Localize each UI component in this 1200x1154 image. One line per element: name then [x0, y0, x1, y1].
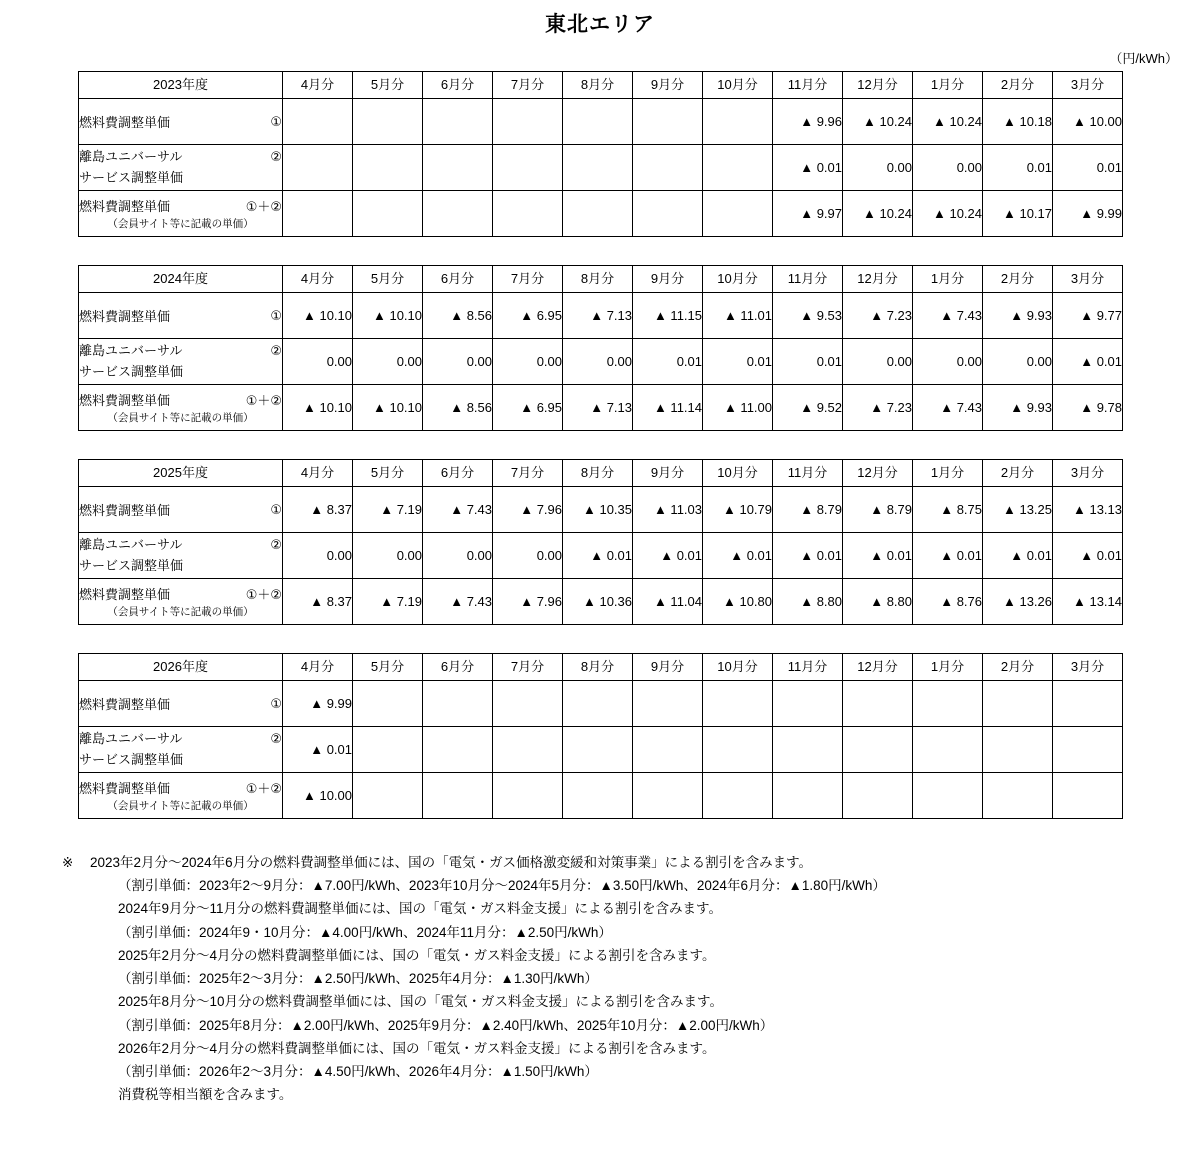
rate-value-cell: ▲ 0.01: [1053, 339, 1123, 385]
rate-value-cell: ▲ 8.56: [423, 385, 493, 431]
rate-value-cell: ▲ 11.14: [633, 385, 703, 431]
rate-value-cell: [703, 727, 773, 773]
footnote-marker: [62, 897, 90, 920]
rate-value-cell: 0.01: [1053, 145, 1123, 191]
rate-value-cell: 0.01: [703, 339, 773, 385]
row-label-text: 燃料費調整単価: [79, 393, 171, 408]
row-label-text-line2: サービス調整単価: [79, 363, 184, 379]
month-header: 10月分: [703, 654, 773, 681]
month-header: 5月分: [353, 266, 423, 293]
row-label-text: 燃料費調整単価: [79, 115, 171, 130]
rate-value-cell: [493, 145, 563, 191]
rate-value-cell: ▲ 10.00: [1053, 99, 1123, 145]
rate-value-cell: 0.01: [633, 339, 703, 385]
rate-value-cell: [913, 727, 983, 773]
rate-value-cell: [563, 145, 633, 191]
footnote-row: [62, 967, 1160, 990]
rate-value-cell: ▲ 13.26: [983, 579, 1053, 625]
row-label-text-line2: サービス調整単価: [79, 557, 184, 573]
row-label-mark: ②: [270, 537, 282, 553]
month-header: 7月分: [493, 460, 563, 487]
rate-value-cell: 0.00: [493, 533, 563, 579]
rate-value-cell: [423, 145, 493, 191]
rate-value-cell: [1053, 681, 1123, 727]
rate-value-cell: ▲ 6.95: [493, 385, 563, 431]
row-label-text-line2: サービス調整単価: [79, 751, 184, 767]
rate-value-cell: ▲ 8.79: [773, 487, 843, 533]
row-label-fuel-adjustment: [79, 293, 283, 339]
rate-value-cell: 0.00: [283, 339, 353, 385]
table-row-fuel-adjustment: [79, 487, 1123, 533]
footnote-marker: ※: [62, 855, 74, 870]
rate-value-cell: [1053, 773, 1123, 819]
month-header: 12月分: [843, 266, 913, 293]
rate-value-cell: 0.00: [353, 339, 423, 385]
month-header: 9月分: [633, 266, 703, 293]
month-header: 1月分: [913, 266, 983, 293]
rate-value-cell: [983, 727, 1053, 773]
rate-value-cell: ▲ 13.14: [1053, 579, 1123, 625]
row-label-total: [79, 579, 283, 625]
rate-value-cell: ▲ 9.96: [773, 99, 843, 145]
row-label-text: 燃料費調整単価: [79, 503, 171, 518]
month-header: 11月分: [773, 266, 843, 293]
row-label-island-universal: [79, 339, 283, 385]
table-row-fuel-adjustment: [79, 293, 1123, 339]
row-label-total: [79, 191, 283, 237]
rate-value-cell: [633, 773, 703, 819]
month-header: 1月分: [913, 72, 983, 99]
rate-table: [78, 459, 1123, 625]
rate-value-cell: ▲ 10.79: [703, 487, 773, 533]
rate-value-cell: 0.00: [983, 339, 1053, 385]
rate-value-cell: ▲ 9.93: [983, 385, 1053, 431]
month-header: 2月分: [983, 266, 1053, 293]
row-label-mark: ①＋②: [245, 587, 282, 602]
rate-value-cell: ▲ 0.01: [703, 533, 773, 579]
month-header: 2月分: [983, 72, 1053, 99]
rate-value-cell: ▲ 7.96: [493, 579, 563, 625]
rate-value-cell: [983, 773, 1053, 819]
month-header: 1月分: [913, 654, 983, 681]
row-label-sub: （会員サイト等に記載の単価）: [107, 218, 254, 230]
rate-value-cell: [563, 727, 633, 773]
rate-value-cell: ▲ 0.01: [983, 533, 1053, 579]
footnote-text: 2025年2月分〜4月分の燃料費調整単価には、国の「電気・ガス料金支援」による割引を含みます。: [118, 947, 716, 963]
rate-value-cell: [283, 99, 353, 145]
rate-value-cell: ▲ 9.99: [1053, 191, 1123, 237]
rate-value-cell: ▲ 10.17: [983, 191, 1053, 237]
rate-value-cell: ▲ 0.01: [1053, 533, 1123, 579]
month-header: 8月分: [563, 266, 633, 293]
row-label-text: 燃料費調整単価: [79, 697, 171, 712]
rate-value-cell: [493, 773, 563, 819]
rate-value-cell: ▲ 0.01: [563, 533, 633, 579]
rate-value-cell: ▲ 11.04: [633, 579, 703, 625]
rate-value-cell: ▲ 9.97: [773, 191, 843, 237]
month-header: 2月分: [983, 654, 1053, 681]
month-header: 6月分: [423, 460, 493, 487]
month-header: 1月分: [913, 460, 983, 487]
rate-value-cell: ▲ 10.00: [283, 773, 353, 819]
rate-value-cell: ▲ 10.10: [283, 385, 353, 431]
rate-value-cell: ▲ 8.37: [283, 487, 353, 533]
row-label-mark: ①: [270, 695, 282, 711]
rate-value-cell: ▲ 10.10: [283, 293, 353, 339]
rate-table: [78, 653, 1123, 819]
row-label-fuel-adjustment: [79, 487, 283, 533]
rate-value-cell: [353, 191, 423, 237]
footnote-marker: [62, 1037, 90, 1060]
month-header: 6月分: [423, 266, 493, 293]
rate-value-cell: [983, 681, 1053, 727]
rate-value-cell: [1053, 727, 1123, 773]
row-label-total: [79, 385, 283, 431]
rate-value-cell: ▲ 7.96: [493, 487, 563, 533]
row-label-island-universal: [79, 727, 283, 773]
month-header: 12月分: [843, 654, 913, 681]
rate-value-cell: ▲ 0.01: [843, 533, 913, 579]
footnote-text: 消費税等相当額を含みます。: [118, 1087, 293, 1103]
footnote-text: 2026年2月分〜4月分の燃料費調整単価には、国の「電気・ガス料金支援」による割引を含みます。: [118, 1040, 716, 1056]
footnote-text: （割引単価：2025年8月分：▲2.00円/kWh、2025年9月分：▲2.40円/kWh、2025年10月分：▲2.00円/kWh）: [118, 1017, 774, 1033]
rate-value-cell: ▲ 10.24: [913, 191, 983, 237]
month-header: 7月分: [493, 72, 563, 99]
rate-value-cell: ▲ 11.15: [633, 293, 703, 339]
footnote-row: [62, 1037, 1160, 1060]
month-header: 4月分: [283, 72, 353, 99]
row-label-mark: ①: [270, 501, 282, 517]
rate-value-cell: ▲ 0.01: [633, 533, 703, 579]
page-title: 東北エリア: [545, 13, 655, 36]
rate-value-cell: [633, 99, 703, 145]
month-header: 8月分: [563, 460, 633, 487]
row-label-island-universal: [79, 533, 283, 579]
table-row-total: [79, 191, 1123, 237]
footnotes: [0, 847, 1200, 1106]
footnote-text: （割引単価：2026年2〜3月分：▲4.50円/kWh、2026年4月分：▲1.50円/kWh）: [118, 1063, 598, 1079]
footnote-marker: [62, 944, 90, 967]
rate-value-cell: 0.00: [423, 339, 493, 385]
footnote-text: 2023年2月分〜2024年6月分の燃料費調整単価には、国の「電気・ガス価格激変緩和対策事業」による割引を含みます。: [90, 855, 812, 870]
table-row-total: [79, 385, 1123, 431]
rate-value-cell: [843, 681, 913, 727]
footnote-marker: [62, 990, 90, 1013]
rate-value-cell: ▲ 0.01: [913, 533, 983, 579]
month-header: 2月分: [983, 460, 1053, 487]
row-label-fuel-adjustment: [79, 99, 283, 145]
table-row-total: [79, 579, 1123, 625]
rate-value-cell: [703, 145, 773, 191]
row-label-sub: （会員サイト等に記載の単価）: [107, 606, 254, 618]
rate-value-cell: [353, 773, 423, 819]
month-header: 11月分: [773, 654, 843, 681]
rate-value-cell: ▲ 9.78: [1053, 385, 1123, 431]
rate-table: [78, 265, 1123, 431]
rate-value-cell: [633, 681, 703, 727]
rate-value-cell: [703, 773, 773, 819]
footnote-marker: [62, 1060, 90, 1083]
rate-value-cell: ▲ 9.77: [1053, 293, 1123, 339]
row-label-text-line1: 離島ユニバーサル: [79, 731, 183, 747]
rate-value-cell: 0.00: [493, 339, 563, 385]
rate-value-cell: [843, 773, 913, 819]
rate-value-cell: ▲ 9.52: [773, 385, 843, 431]
rate-value-cell: [493, 99, 563, 145]
row-label-mark: ①: [270, 307, 282, 323]
footnote-text: （割引単価：2023年2〜9月分：▲7.00円/kWh、2023年10月分〜2024年5月分：▲3.50円/kWh、2024年6月分：▲1.80円/kWh）: [118, 878, 886, 894]
rate-value-cell: 0.00: [423, 533, 493, 579]
month-header: 4月分: [283, 460, 353, 487]
rate-value-cell: [563, 681, 633, 727]
footnote-marker: [62, 1014, 90, 1037]
row-label-text: 燃料費調整単価: [79, 587, 171, 602]
rate-value-cell: [353, 681, 423, 727]
rate-value-cell: ▲ 10.36: [563, 579, 633, 625]
rate-value-cell: ▲ 10.10: [353, 293, 423, 339]
rate-value-cell: 0.01: [773, 339, 843, 385]
rate-value-cell: ▲ 8.76: [913, 579, 983, 625]
table-row-fuel-adjustment: [79, 99, 1123, 145]
rate-value-cell: [563, 99, 633, 145]
row-label-text-line2: サービス調整単価: [79, 169, 184, 185]
rate-value-cell: ▲ 0.01: [773, 533, 843, 579]
rate-value-cell: ▲ 0.01: [773, 145, 843, 191]
row-label-mark: ②: [270, 149, 282, 165]
rate-value-cell: 0.00: [913, 145, 983, 191]
table-row-island-universal: [79, 533, 1123, 579]
footnote-marker: [62, 874, 90, 897]
tables-container: [0, 71, 1200, 819]
rate-value-cell: [563, 191, 633, 237]
footnote-marker: [62, 967, 90, 990]
rate-value-cell: [423, 773, 493, 819]
month-header: 5月分: [353, 460, 423, 487]
rate-value-cell: ▲ 7.19: [353, 579, 423, 625]
rate-value-cell: ▲ 9.53: [773, 293, 843, 339]
footnote-text: 2025年8月分〜10月分の燃料費調整単価には、国の「電気・ガス料金支援」による割引を含みます。: [118, 994, 723, 1010]
month-header: 5月分: [353, 654, 423, 681]
rate-value-cell: ▲ 7.43: [423, 487, 493, 533]
month-header: 9月分: [633, 72, 703, 99]
table-row-fuel-adjustment: [79, 681, 1123, 727]
rate-value-cell: ▲ 8.80: [773, 579, 843, 625]
rate-value-cell: [493, 191, 563, 237]
rate-value-cell: [423, 681, 493, 727]
footnote-marker: [62, 921, 90, 944]
rate-value-cell: [773, 681, 843, 727]
month-header: 6月分: [423, 72, 493, 99]
rate-value-cell: ▲ 8.79: [843, 487, 913, 533]
rate-value-cell: ▲ 11.01: [703, 293, 773, 339]
month-header: 3月分: [1053, 266, 1123, 293]
month-header: 6月分: [423, 654, 493, 681]
month-header: 7月分: [493, 654, 563, 681]
rate-value-cell: [353, 145, 423, 191]
rate-value-cell: ▲ 9.99: [283, 681, 353, 727]
rate-value-cell: [703, 191, 773, 237]
footnote-row: [62, 944, 1160, 967]
rate-value-cell: [493, 681, 563, 727]
footnote-row: [62, 921, 1160, 944]
row-label-mark: ①＋②: [245, 393, 282, 408]
table-row-island-universal: [79, 727, 1123, 773]
rate-value-cell: [423, 727, 493, 773]
month-header: 3月分: [1053, 654, 1123, 681]
rate-value-cell: ▲ 8.80: [843, 579, 913, 625]
fiscal-year-label: 2023年度: [79, 72, 283, 99]
rate-value-cell: ▲ 9.93: [983, 293, 1053, 339]
footnote-row: [62, 851, 1160, 874]
rate-value-cell: [353, 727, 423, 773]
table-row-island-universal: [79, 339, 1123, 385]
rate-value-cell: 0.00: [843, 145, 913, 191]
row-label-total: [79, 773, 283, 819]
rate-value-cell: 0.00: [283, 533, 353, 579]
rate-value-cell: 0.00: [563, 339, 633, 385]
rate-value-cell: [633, 191, 703, 237]
row-label-text-line1: 離島ユニバーサル: [79, 537, 183, 553]
rate-value-cell: ▲ 10.24: [843, 99, 913, 145]
rate-value-cell: [563, 773, 633, 819]
row-label-mark: ①＋②: [245, 199, 282, 214]
row-label-text: 燃料費調整単価: [79, 309, 171, 324]
rate-value-cell: ▲ 13.13: [1053, 487, 1123, 533]
rate-value-cell: ▲ 7.23: [843, 385, 913, 431]
row-label-text-line1: 離島ユニバーサル: [79, 343, 183, 359]
footnote-row: [62, 897, 1160, 920]
rate-value-cell: ▲ 0.01: [283, 727, 353, 773]
row-label-fuel-adjustment: [79, 681, 283, 727]
rate-value-cell: [913, 681, 983, 727]
rate-value-cell: ▲ 6.95: [493, 293, 563, 339]
rate-value-cell: [633, 145, 703, 191]
month-header: 10月分: [703, 460, 773, 487]
row-label-text: 燃料費調整単価: [79, 199, 171, 214]
rate-value-cell: ▲ 10.35: [563, 487, 633, 533]
row-label-mark: ②: [270, 343, 282, 359]
rate-value-cell: [703, 681, 773, 727]
month-header: 9月分: [633, 654, 703, 681]
row-label-sub: （会員サイト等に記載の単価）: [107, 412, 254, 424]
rate-value-cell: [493, 727, 563, 773]
month-header: 10月分: [703, 266, 773, 293]
rate-value-cell: ▲ 7.43: [913, 385, 983, 431]
month-header: 4月分: [283, 266, 353, 293]
rate-value-cell: [353, 99, 423, 145]
month-header: 3月分: [1053, 72, 1123, 99]
fiscal-year-label: 2026年度: [79, 654, 283, 681]
rate-value-cell: ▲ 11.00: [703, 385, 773, 431]
month-header: 7月分: [493, 266, 563, 293]
rate-value-cell: ▲ 8.75: [913, 487, 983, 533]
month-header: 12月分: [843, 72, 913, 99]
rate-value-cell: ▲ 7.23: [843, 293, 913, 339]
row-label-mark: ②: [270, 731, 282, 747]
footnote-row: [62, 1014, 1160, 1037]
rate-value-cell: [913, 773, 983, 819]
row-label-island-universal: [79, 145, 283, 191]
row-label-mark: ①＋②: [245, 781, 282, 796]
rate-value-cell: ▲ 7.13: [563, 293, 633, 339]
rate-value-cell: ▲ 7.43: [913, 293, 983, 339]
month-header: 5月分: [353, 72, 423, 99]
rate-value-cell: ▲ 8.37: [283, 579, 353, 625]
rate-value-cell: [423, 191, 493, 237]
rate-value-cell: [423, 99, 493, 145]
fiscal-year-label: 2024年度: [79, 266, 283, 293]
month-header: 11月分: [773, 460, 843, 487]
rate-value-cell: [283, 191, 353, 237]
rate-value-cell: 0.00: [353, 533, 423, 579]
month-header: 8月分: [563, 654, 633, 681]
footnote-row: [62, 1083, 1160, 1106]
footnote-text: 2024年9月分〜11月分の燃料費調整単価には、国の「電気・ガス料金支援」による割引を含みます。: [118, 901, 722, 917]
rate-value-cell: ▲ 13.25: [983, 487, 1053, 533]
rate-value-cell: ▲ 10.10: [353, 385, 423, 431]
rate-value-cell: [703, 99, 773, 145]
footnote-text: （割引単価：2024年9・10月分：▲4.00円/kWh、2024年11月分：▲2.50円/kWh）: [118, 924, 612, 940]
month-header: 4月分: [283, 654, 353, 681]
rate-value-cell: [283, 145, 353, 191]
month-header: 3月分: [1053, 460, 1123, 487]
rate-value-cell: [773, 727, 843, 773]
rate-value-cell: ▲ 10.18: [983, 99, 1053, 145]
footnote-row: [62, 1060, 1160, 1083]
footnote-marker: [62, 1083, 90, 1106]
footnote-row: [62, 874, 1160, 897]
rate-value-cell: 0.00: [843, 339, 913, 385]
rate-value-cell: ▲ 7.19: [353, 487, 423, 533]
rate-value-cell: ▲ 8.56: [423, 293, 493, 339]
rate-value-cell: 0.00: [913, 339, 983, 385]
rate-value-cell: ▲ 7.13: [563, 385, 633, 431]
footnote-row: [62, 990, 1160, 1013]
footnote-text: （割引単価：2025年2〜3月分：▲2.50円/kWh、2025年4月分：▲1.30円/kWh）: [118, 971, 598, 987]
row-label-text-line1: 離島ユニバーサル: [79, 149, 183, 165]
rate-value-cell: [633, 727, 703, 773]
rate-value-cell: [843, 727, 913, 773]
table-row-island-universal: [79, 145, 1123, 191]
month-header: 12月分: [843, 460, 913, 487]
rate-value-cell: 0.01: [983, 145, 1053, 191]
row-label-text: 燃料費調整単価: [79, 781, 171, 796]
rate-value-cell: ▲ 10.80: [703, 579, 773, 625]
row-label-sub: （会員サイト等に記載の単価）: [107, 800, 254, 812]
rate-value-cell: ▲ 10.24: [843, 191, 913, 237]
rate-value-cell: ▲ 7.43: [423, 579, 493, 625]
fiscal-year-label: 2025年度: [79, 460, 283, 487]
month-header: 11月分: [773, 72, 843, 99]
month-header: 8月分: [563, 72, 633, 99]
rate-table: [78, 71, 1123, 237]
table-row-total: [79, 773, 1123, 819]
rate-value-cell: [773, 773, 843, 819]
month-header: 10月分: [703, 72, 773, 99]
rate-value-cell: ▲ 11.03: [633, 487, 703, 533]
row-label-mark: ①: [270, 113, 282, 129]
rate-value-cell: ▲ 10.24: [913, 99, 983, 145]
unit-note: （円/kWh）: [1109, 51, 1178, 66]
month-header: 9月分: [633, 460, 703, 487]
